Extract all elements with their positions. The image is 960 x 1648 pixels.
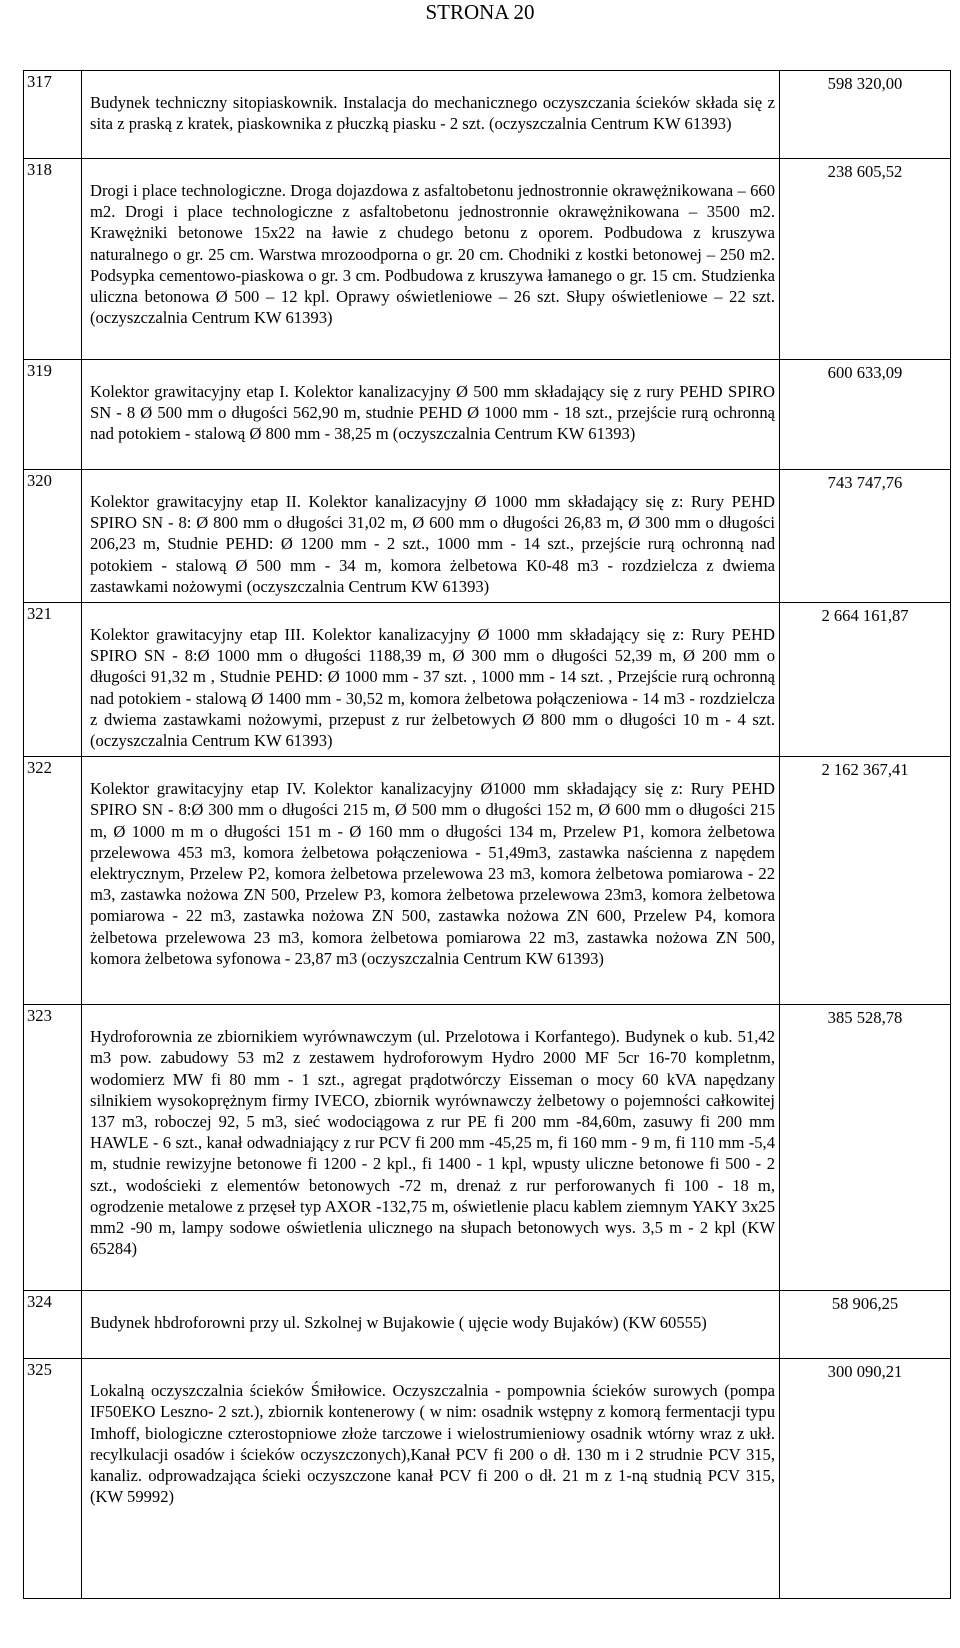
row-number: 322 bbox=[24, 757, 82, 1005]
page-header: STRONA 20 bbox=[425, 0, 535, 24]
table-row bbox=[24, 603, 951, 757]
row-number: 324 bbox=[24, 1291, 82, 1359]
row-value: 743 747,76 bbox=[780, 470, 951, 603]
table-row bbox=[24, 1005, 951, 1291]
row-number: 318 bbox=[24, 159, 82, 360]
row-value: 600 633,09 bbox=[780, 360, 951, 470]
row-value: 385 528,78 bbox=[780, 1005, 951, 1291]
row-description: Budynek hbdroforowni przy ul. Szkolnej w Bujakowie ( ujęcie wody Bujaków) (KW 60555) bbox=[82, 1291, 780, 1359]
row-description: Lokalną oczyszczalnia ścieków Śmiłowice. Oczyszczalnia - pompownia ścieków surowych (pompa IF50EKO Leszno- 2 szt.), zbiornik kontenerowy ( w nim: osadnik wstępny z komorą fermentacji typu Imhoff, biologiczne czterostopniowe złoże tarczowe i wielostrumieniowy osadnik wtórny wraz z ukł. recylkulacji osadów i ścieków oczyszczonych),Kanał PCV fi 200 o dł. 130 m i 2 strudnie PCV 315, kanaliz. odprowadzająca ścieki oczyszczone kanał PCV fi 200 o dł. 21 m z 1-ną studnią PCV 315, (KW 59992) bbox=[82, 1359, 780, 1599]
row-description: Hydroforownia ze zbiornikiem wyrównawczym (ul. Przelotowa i Korfantego). Budynek o kub. 51,42 m3 pow. zabudowy 53 m2 z zestawem hydroforowym Hydro 2000 MF 5cr 16-70 kompletnm, wodomierz MW fi 80 mm - 1 szt., agregat prądotwórczy Eisseman o mocy 60 kVA napędzany silnikiem wysokoprężnym firmy IVECO, zbiornik wyrównawczy żelbetowy o pojemności całkowitej 137 m3, roboczej 92, 5 m3, sieć wodociągowa z rur PE fi 200 mm -84,60m, zasuwy fi 200 mm HAWLE - 6 szt., kanał odwadniający z rur PCV fi 200 mm -45,25 m, fi 160 mm - 9 m, fi 110 mm -5,4 m, studnie rewizyjne betonowe fi 1200 - 2 kpl., fi 1400 - 1 kpl, wpusty uliczne betonowe fi 500 - 2 szt., wodościeki z elementów betonowych -72 m, drenaż z rur perforowanych fi 100 - 18 m, ogrodzenie metalowe z przęseł typ AXOR -132,75 m, oświetlenie placu kablem ziemnym YAKY 3x25 mm2 -90 m, lampy sodowe oświetlenia ulicznego na słupach betonowych wys. 3,5 m - 2 kpl (KW 65284) bbox=[82, 1005, 780, 1291]
row-value: 2 664 161,87 bbox=[780, 603, 951, 757]
table-row bbox=[24, 71, 951, 159]
row-number: 317 bbox=[24, 71, 82, 159]
table-row bbox=[24, 1291, 951, 1359]
row-value: 2 162 367,41 bbox=[780, 757, 951, 1005]
table-row bbox=[24, 1359, 951, 1599]
row-value: 300 090,21 bbox=[780, 1359, 951, 1599]
row-description: Budynek techniczny sitopiaskownik. Instalacja do mechanicznego oczyszczania ścieków składa się z sita z praską z kratek, piaskownika z płuczką piasku - 2 szt. (oczyszczalnia Centrum KW 61393) bbox=[82, 71, 780, 159]
row-value: 238 605,52 bbox=[780, 159, 951, 360]
row-description: Kolektor grawitacyjny etap II. Kolektor kanalizacyjny Ø 1000 mm składający się z: Rury PEHD SPIRO SN - 8: Ø 800 mm o długości 31,02 m, Ø 600 mm o długości 26,83 m, Ø 300 mm o długości 206,23 m, Studnie PEHD: Ø 1200 mm - 2 szt., 1000 mm - 14 szt., przejście rurą ochronną nad potokiem - stalową Ø 500 mm - 34 m, komora żelbetowa K0-48 m3 - rozdzielcza z dwiema zastawkami nożowymi (oczyszczalnia Centrum KW 61393) bbox=[82, 470, 780, 603]
table-row bbox=[24, 470, 951, 603]
row-description: Kolektor grawitacyjny etap IV. Kolektor kanalizacyjny Ø1000 mm składający się z: Rury PEHD SPIRO SN - 8:Ø 300 mm o długości 215 m, Ø 500 mm o długości 152 m, Ø 600 mm o długości 215 m, Ø 1000 m m o długości 151 m - Ø 160 mm o długości 134 m, Przelew P1, komora żelbetowa przelewowa 453 m3, komora żelbetowa połączeniowa - 51,49m3, zastawka naścienna z napędem elektrycznym, Przelew P2, komora żelbetowa przelewowa 23 m3, komora żelbetowa pomiarowa - 22 m3, zastawka nożowa ZN 500, Przelew P3, komora żelbetowa przelewowa 23m3, komora żelbetowa pomiarowa - 22 m3, zastawka nożowa ZN 500, zastawka nożowa ZN 600, Przelew P4, komora żelbetowa przelewowa 23 m3, komora żelbetowa pomiarowa 22 m3, zastawka nożowa ZN 500, komora żelbetowa syfonowa - 23,87 m3 (oczyszczalnia Centrum KW 61393) bbox=[82, 757, 780, 1005]
row-number: 321 bbox=[24, 603, 82, 757]
row-number: 323 bbox=[24, 1005, 82, 1291]
table-row bbox=[24, 757, 951, 1005]
row-number: 319 bbox=[24, 360, 82, 470]
row-description: Drogi i place technologiczne. Droga dojazdowa z asfaltobetonu jednostronnie okrawężnikowana – 660 m2. Drogi i place technologiczne z asfaltobetonu jednostronnie okrawężnikowana – 3500 m2. Krawężniki betonowe 15x22 na ławie z chudego betonu z oporem. Podbudowa z kruszywa naturalnego o gr. 25 cm. Warstwa mrozoodporna o gr. 20 cm. Chodniki z kostki betonowej – 250 m2. Podsypka cementowo-piaskowa o gr. 3 cm. Podbudowa z kruszywa łamanego o gr. 15 cm. Studzienka uliczna betonowa Ø 500 – 12 kpl. Oprawy oświetleniowe – 26 szt. Słupy oświetleniowe – 22 szt. (oczyszczalnia Centrum KW 61393) bbox=[82, 159, 780, 360]
table-row bbox=[24, 360, 951, 470]
table-row bbox=[24, 159, 951, 360]
row-number: 325 bbox=[24, 1359, 82, 1599]
row-value: 58 906,25 bbox=[780, 1291, 951, 1359]
asset-table bbox=[23, 70, 951, 1599]
row-description: Kolektor grawitacyjny etap I. Kolektor kanalizacyjny Ø 500 mm składający się z rury PEHD SPIRO SN - 8 Ø 500 mm o długości 562,90 m, studnie PEHD Ø 1000 mm - 18 szt., przejście rurą ochronną nad potokiem - stalową Ø 800 mm - 38,25 m (oczyszczalnia Centrum KW 61393) bbox=[82, 360, 780, 470]
row-description: Kolektor grawitacyjny etap III. Kolektor kanalizacyjny Ø 1000 mm składający się z: Rury PEHD SPIRO SN - 8:Ø 1000 mm o długości 1188,39 m, Ø 300 mm o długości 52,39 m, Ø 200 mm o długości 91,32 m , Studnie PEHD: Ø 1000 mm - 37 szt. , 1000 mm - 14 szt. , Przejście rurą ochronną nad potokiem - stalową Ø 1400 mm - 30,52 m, komora żelbetowa połączeniowa - 14 m3 - rozdzielcza z dwiema zastawkami nożowymi, przepust z rur żelbetowych Ø 800 mm o długości 10 m - 4 szt. (oczyszczalnia Centrum KW 61393) bbox=[82, 603, 780, 757]
row-value: 598 320,00 bbox=[780, 71, 951, 159]
row-number: 320 bbox=[24, 470, 82, 603]
